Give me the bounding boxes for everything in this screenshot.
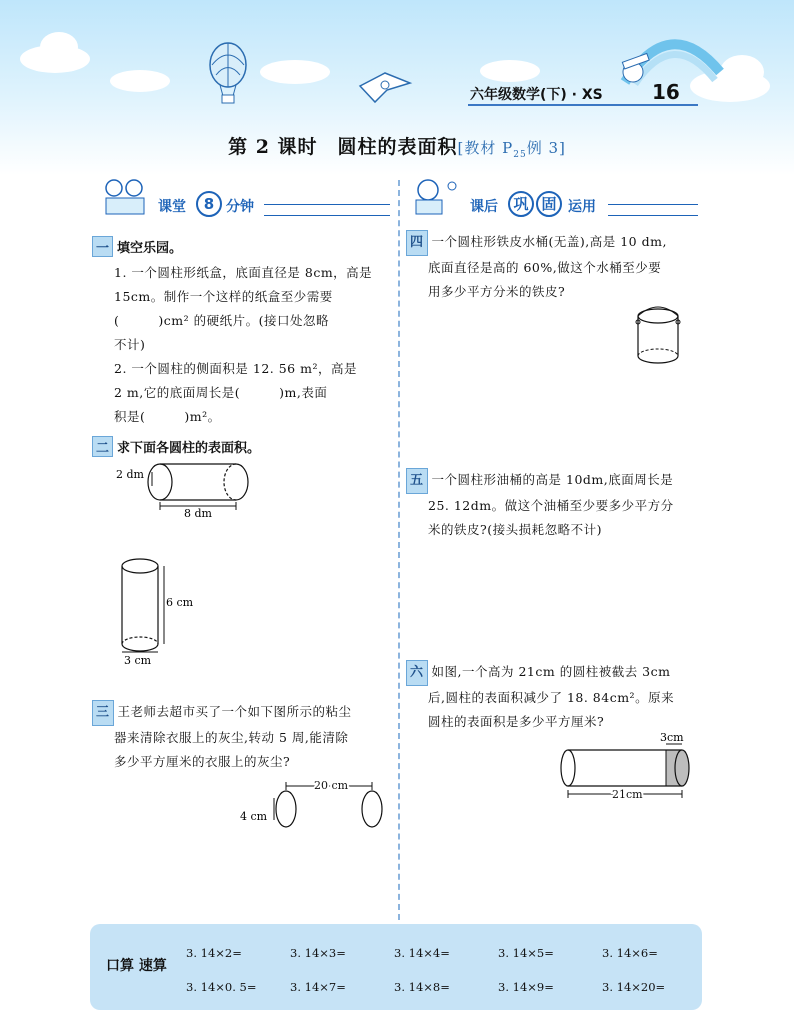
fig2-diameter-label: 3 cm (124, 654, 152, 667)
sec4-line: 一个圆柱形铁皮水桶(无盖),高是 10 dm, (431, 234, 667, 249)
banner-text-yunyong: 运用 (568, 199, 596, 215)
header-rule (468, 104, 698, 106)
ref-text: [教材 P (457, 139, 514, 157)
calc-item: 3. 14×0. 5= (186, 980, 257, 994)
grade-subject-label: 六年级数学(下) · XS (470, 87, 603, 103)
calc-item: 3. 14×20= (602, 980, 666, 994)
section-5-tag: 五 (406, 468, 428, 494)
left-section-banner (100, 192, 390, 218)
horizontal-cylinder-figure (112, 458, 262, 520)
q2-line: 2. 一个圆柱的侧面积是 12. 56 m²，高是 (114, 361, 357, 376)
column-divider (398, 180, 400, 920)
section-2-heading (92, 436, 260, 457)
lesson-title-main: 第 2 课时 圆柱的表面积 (228, 136, 458, 158)
section-2-title: 求下面各圆柱的表面积。 (117, 441, 261, 456)
sec3-line: 王老师去超市买了一个如下图所示的粘尘 (117, 704, 352, 719)
cloud-decoration (720, 55, 764, 89)
q1-line: 15cm。制作一个这样的纸盒至少需要 (114, 289, 333, 304)
page-number: 16 (652, 80, 680, 104)
question-1 (92, 261, 392, 357)
lint-roller-figure (238, 776, 398, 836)
quick-calc-panel (90, 924, 702, 1010)
section-4-tag: 四 (406, 230, 428, 256)
q2-line: 2 m,它的底面周长是( )m,表面 (114, 385, 328, 400)
calc-item: 3. 14×5= (498, 946, 554, 960)
banner-char-gong: 巩 (508, 191, 534, 217)
q1-line: 1. 一个圆柱形纸盒，底面直径是 8cm，高是 (114, 265, 373, 280)
banner-lines (608, 204, 698, 216)
calc-item: 3. 14×8= (394, 980, 450, 994)
banner-text-kehou: 课后 (470, 199, 498, 215)
sec6-line: 圆柱的表面积是多少平方厘米? (428, 714, 605, 729)
lesson-title (0, 132, 794, 160)
calc-item: 3. 14×2= (186, 946, 242, 960)
sec4-line: 底面直径是高的 60%,做这个水桶至少要 (428, 260, 662, 275)
question-2 (92, 357, 392, 429)
water-bucket-figure (630, 302, 690, 368)
q1-line: ( )cm² 的硬纸片。(接口处忽略 (114, 313, 329, 328)
section-5 (406, 468, 706, 542)
banner-char-gu: 固 (536, 191, 562, 217)
fig6-length-label: 21cm (612, 788, 643, 801)
girl-icon (408, 178, 458, 218)
fig3-height-label: 4 cm (240, 810, 268, 823)
section-1-tag: 一 (92, 236, 113, 257)
cloud-decoration (110, 70, 170, 92)
right-section-banner (408, 192, 698, 218)
calc-item: 3. 14×9= (498, 980, 554, 994)
banner-lines (264, 204, 390, 216)
sec3-line: 器来清除衣服上的灰尘,转动 5 周,能清除 (114, 730, 349, 745)
calc-item: 3. 14×4= (394, 946, 450, 960)
fig6-cut-label: 3cm (660, 732, 684, 744)
section-3 (92, 700, 392, 774)
section-1 (92, 236, 392, 429)
q2-line: 积是( )m²。 (114, 409, 221, 424)
cloud-decoration (260, 60, 330, 84)
section-6 (406, 660, 706, 734)
banner-text-ketang: 课堂 (158, 199, 186, 215)
quick-calc-label: 口算 速算 (106, 958, 167, 974)
fig1-height-label: 2 dm (116, 468, 144, 481)
textbook-reference (457, 139, 566, 160)
sec5-line: 25. 12dm。做这个油桶至少要多少平方分 (428, 498, 674, 513)
calc-item: 3. 14×7= (290, 980, 346, 994)
fig1-length-label: 8 dm (184, 507, 212, 520)
section-2-tag: 二 (92, 436, 113, 457)
hot-air-balloon-icon (200, 40, 260, 110)
section-1-heading (92, 236, 392, 257)
section-4 (406, 230, 706, 304)
kite-plane-icon (355, 68, 415, 104)
cut-cylinder-figure (556, 732, 696, 804)
vertical-cylinder-figure (112, 556, 212, 668)
cloud-decoration (40, 32, 78, 62)
banner-text-fenzhong: 分钟 (226, 199, 254, 215)
fig2-height-label: 6 cm (166, 596, 194, 609)
sec4-line: 用多少平方分米的铁皮? (428, 284, 566, 299)
ref-example: 例 3] (526, 139, 566, 157)
banner-number-8: 8 (196, 191, 222, 217)
calc-item: 3. 14×3= (290, 946, 346, 960)
sec5-line: 一个圆柱形油桶的高是 10dm,底面周长是 (431, 472, 674, 487)
section-1-title: 填空乐园。 (117, 241, 183, 256)
sec5-line: 米的铁皮?(接头损耗忽略不计) (428, 522, 602, 537)
section-6-tag: 六 (406, 660, 428, 686)
sec6-line: 后,圆柱的表面积减少了 18. 84cm²。原来 (428, 690, 675, 705)
fig3-length-label: 20 cm (314, 779, 349, 792)
cloud-decoration (480, 60, 540, 82)
calc-item: 3. 14×6= (602, 946, 658, 960)
sec3-line: 多少平方厘米的衣服上的灰尘? (114, 754, 291, 769)
q1-line: 不计) (114, 337, 146, 352)
sec6-line: 如图,一个高为 21cm 的圆柱被截去 3cm (431, 664, 671, 679)
section-3-tag: 三 (92, 700, 114, 726)
kids-reading-icon (100, 178, 150, 218)
ref-page: 25 (513, 150, 527, 160)
